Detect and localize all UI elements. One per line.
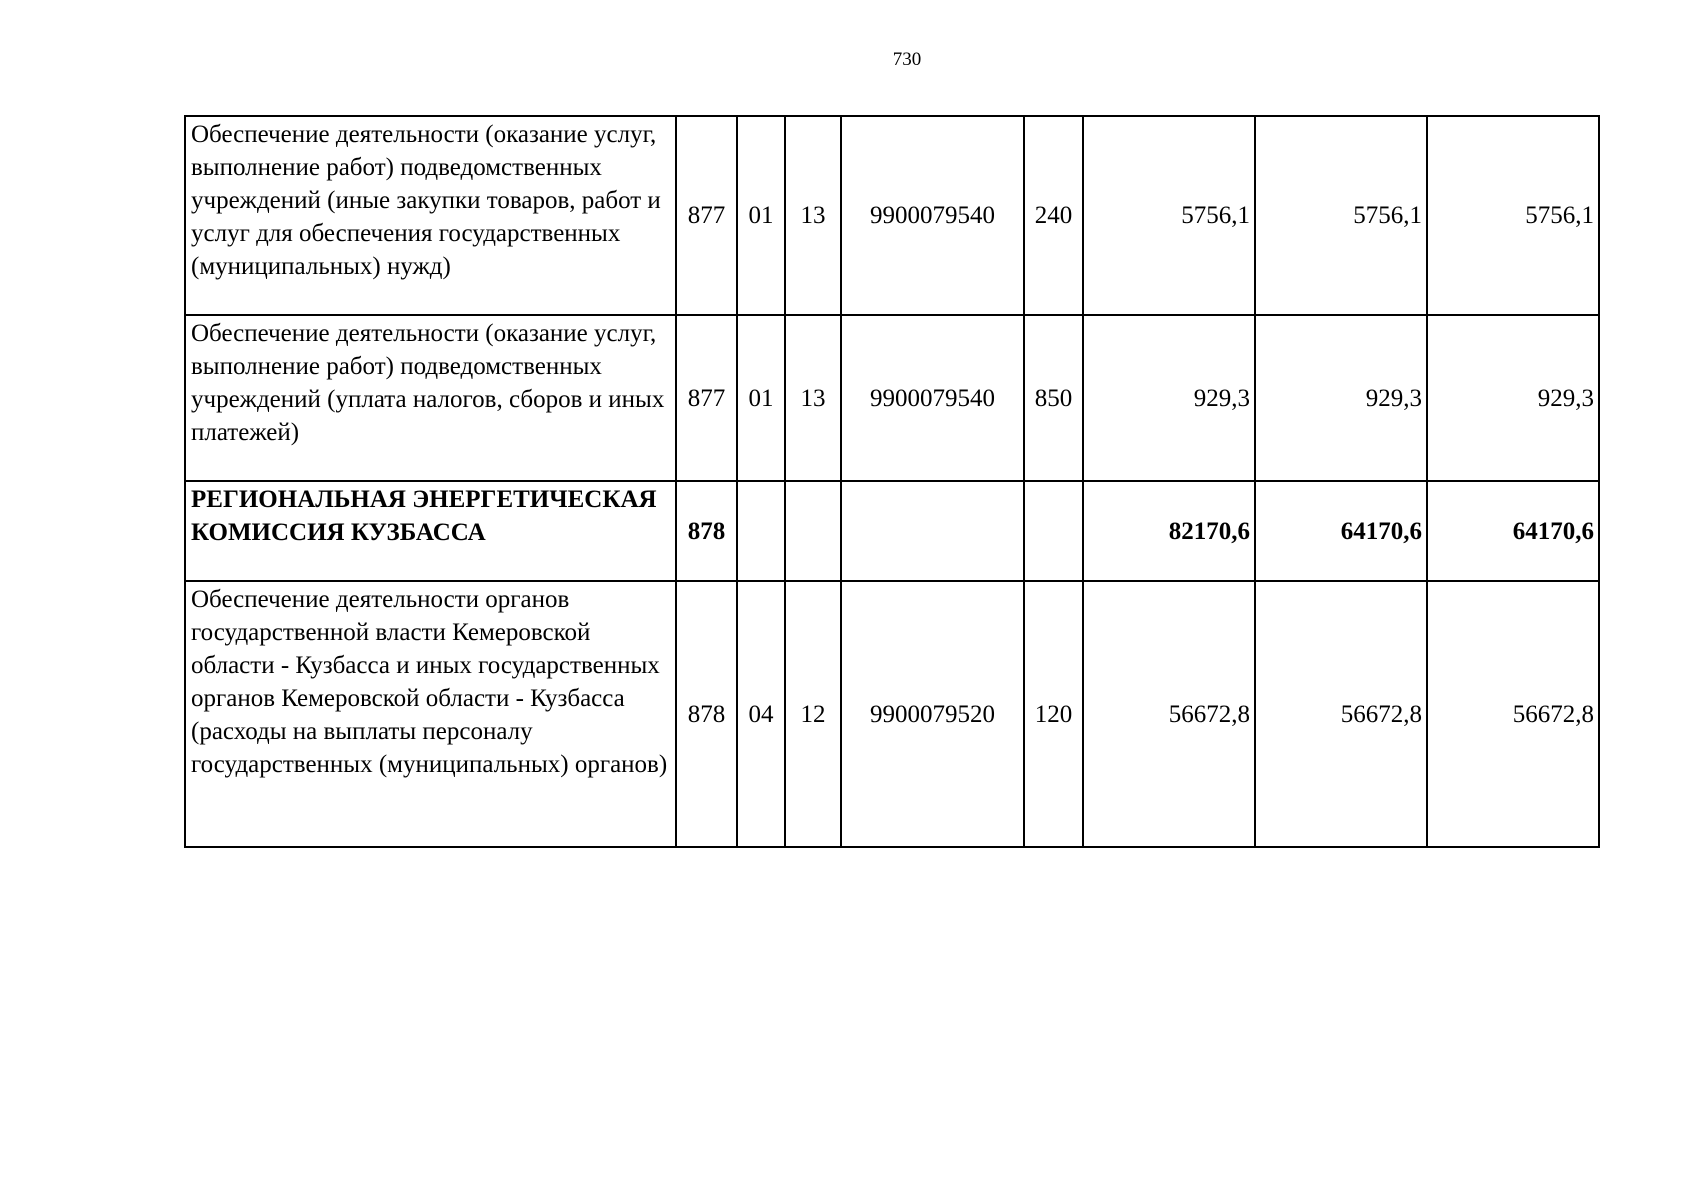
expense-type-cell: 120	[1024, 581, 1083, 847]
amount-1-cell: 56672,8	[1083, 581, 1255, 847]
target-article-cell: 9900079520	[841, 581, 1024, 847]
section-code-cell	[737, 481, 785, 581]
section-code-cell: 01	[737, 116, 785, 315]
subsection-code-cell: 13	[785, 116, 841, 315]
expense-type-cell: 850	[1024, 315, 1083, 481]
amount-3-cell: 56672,8	[1427, 581, 1599, 847]
row-name-cell: Обеспечение деятельности (оказание услуг, выполнение работ) подведомственных учреждений (иные закупки товаров, работ и услуг для обеспечения государственных (муниципальных) нужд)	[185, 116, 676, 315]
amount-2-cell: 929,3	[1255, 315, 1427, 481]
expense-type-cell: 240	[1024, 116, 1083, 315]
section-code-cell: 04	[737, 581, 785, 847]
subsection-code-cell: 12	[785, 581, 841, 847]
row-name-cell: РЕГИОНАЛЬНАЯ ЭНЕРГЕТИЧЕСКАЯ КОМИССИЯ КУЗБАССА	[185, 481, 676, 581]
target-article-cell: 9900079540	[841, 116, 1024, 315]
amount-1-cell: 82170,6	[1083, 481, 1255, 581]
ministry-code-cell: 878	[676, 481, 737, 581]
row-name-cell: Обеспечение деятельности (оказание услуг, выполнение работ) подведомственных учреждений (уплата налогов, сборов и иных платежей)	[185, 315, 676, 481]
ministry-code-cell: 877	[676, 116, 737, 315]
row-name-cell: Обеспечение деятельности органов государственной власти Кемеровской области - Кузбасса и иных государственных органов Кемеровской области - Кузбасса (расходы на выплаты персоналу государственных (муниципальных) органов)	[185, 581, 676, 847]
amount-3-cell: 929,3	[1427, 315, 1599, 481]
expense-type-cell	[1024, 481, 1083, 581]
amount-1-cell: 929,3	[1083, 315, 1255, 481]
target-article-cell: 9900079540	[841, 315, 1024, 481]
amount-3-cell: 5756,1	[1427, 116, 1599, 315]
amount-2-cell: 64170,6	[1255, 481, 1427, 581]
amount-1-cell: 5756,1	[1083, 116, 1255, 315]
table-row	[185, 116, 1599, 315]
table-row	[185, 581, 1599, 847]
amount-2-cell: 56672,8	[1255, 581, 1427, 847]
page-number: 730	[892, 49, 922, 70]
ministry-code-cell: 877	[676, 315, 737, 481]
ministry-code-cell: 878	[676, 581, 737, 847]
table-row	[185, 315, 1599, 481]
subsection-code-cell	[785, 481, 841, 581]
table-row-heading	[185, 481, 1599, 581]
section-code-cell: 01	[737, 315, 785, 481]
amount-2-cell: 5756,1	[1255, 116, 1427, 315]
subsection-code-cell: 13	[785, 315, 841, 481]
budget-table	[184, 115, 1600, 848]
amount-3-cell: 64170,6	[1427, 481, 1599, 581]
target-article-cell	[841, 481, 1024, 581]
